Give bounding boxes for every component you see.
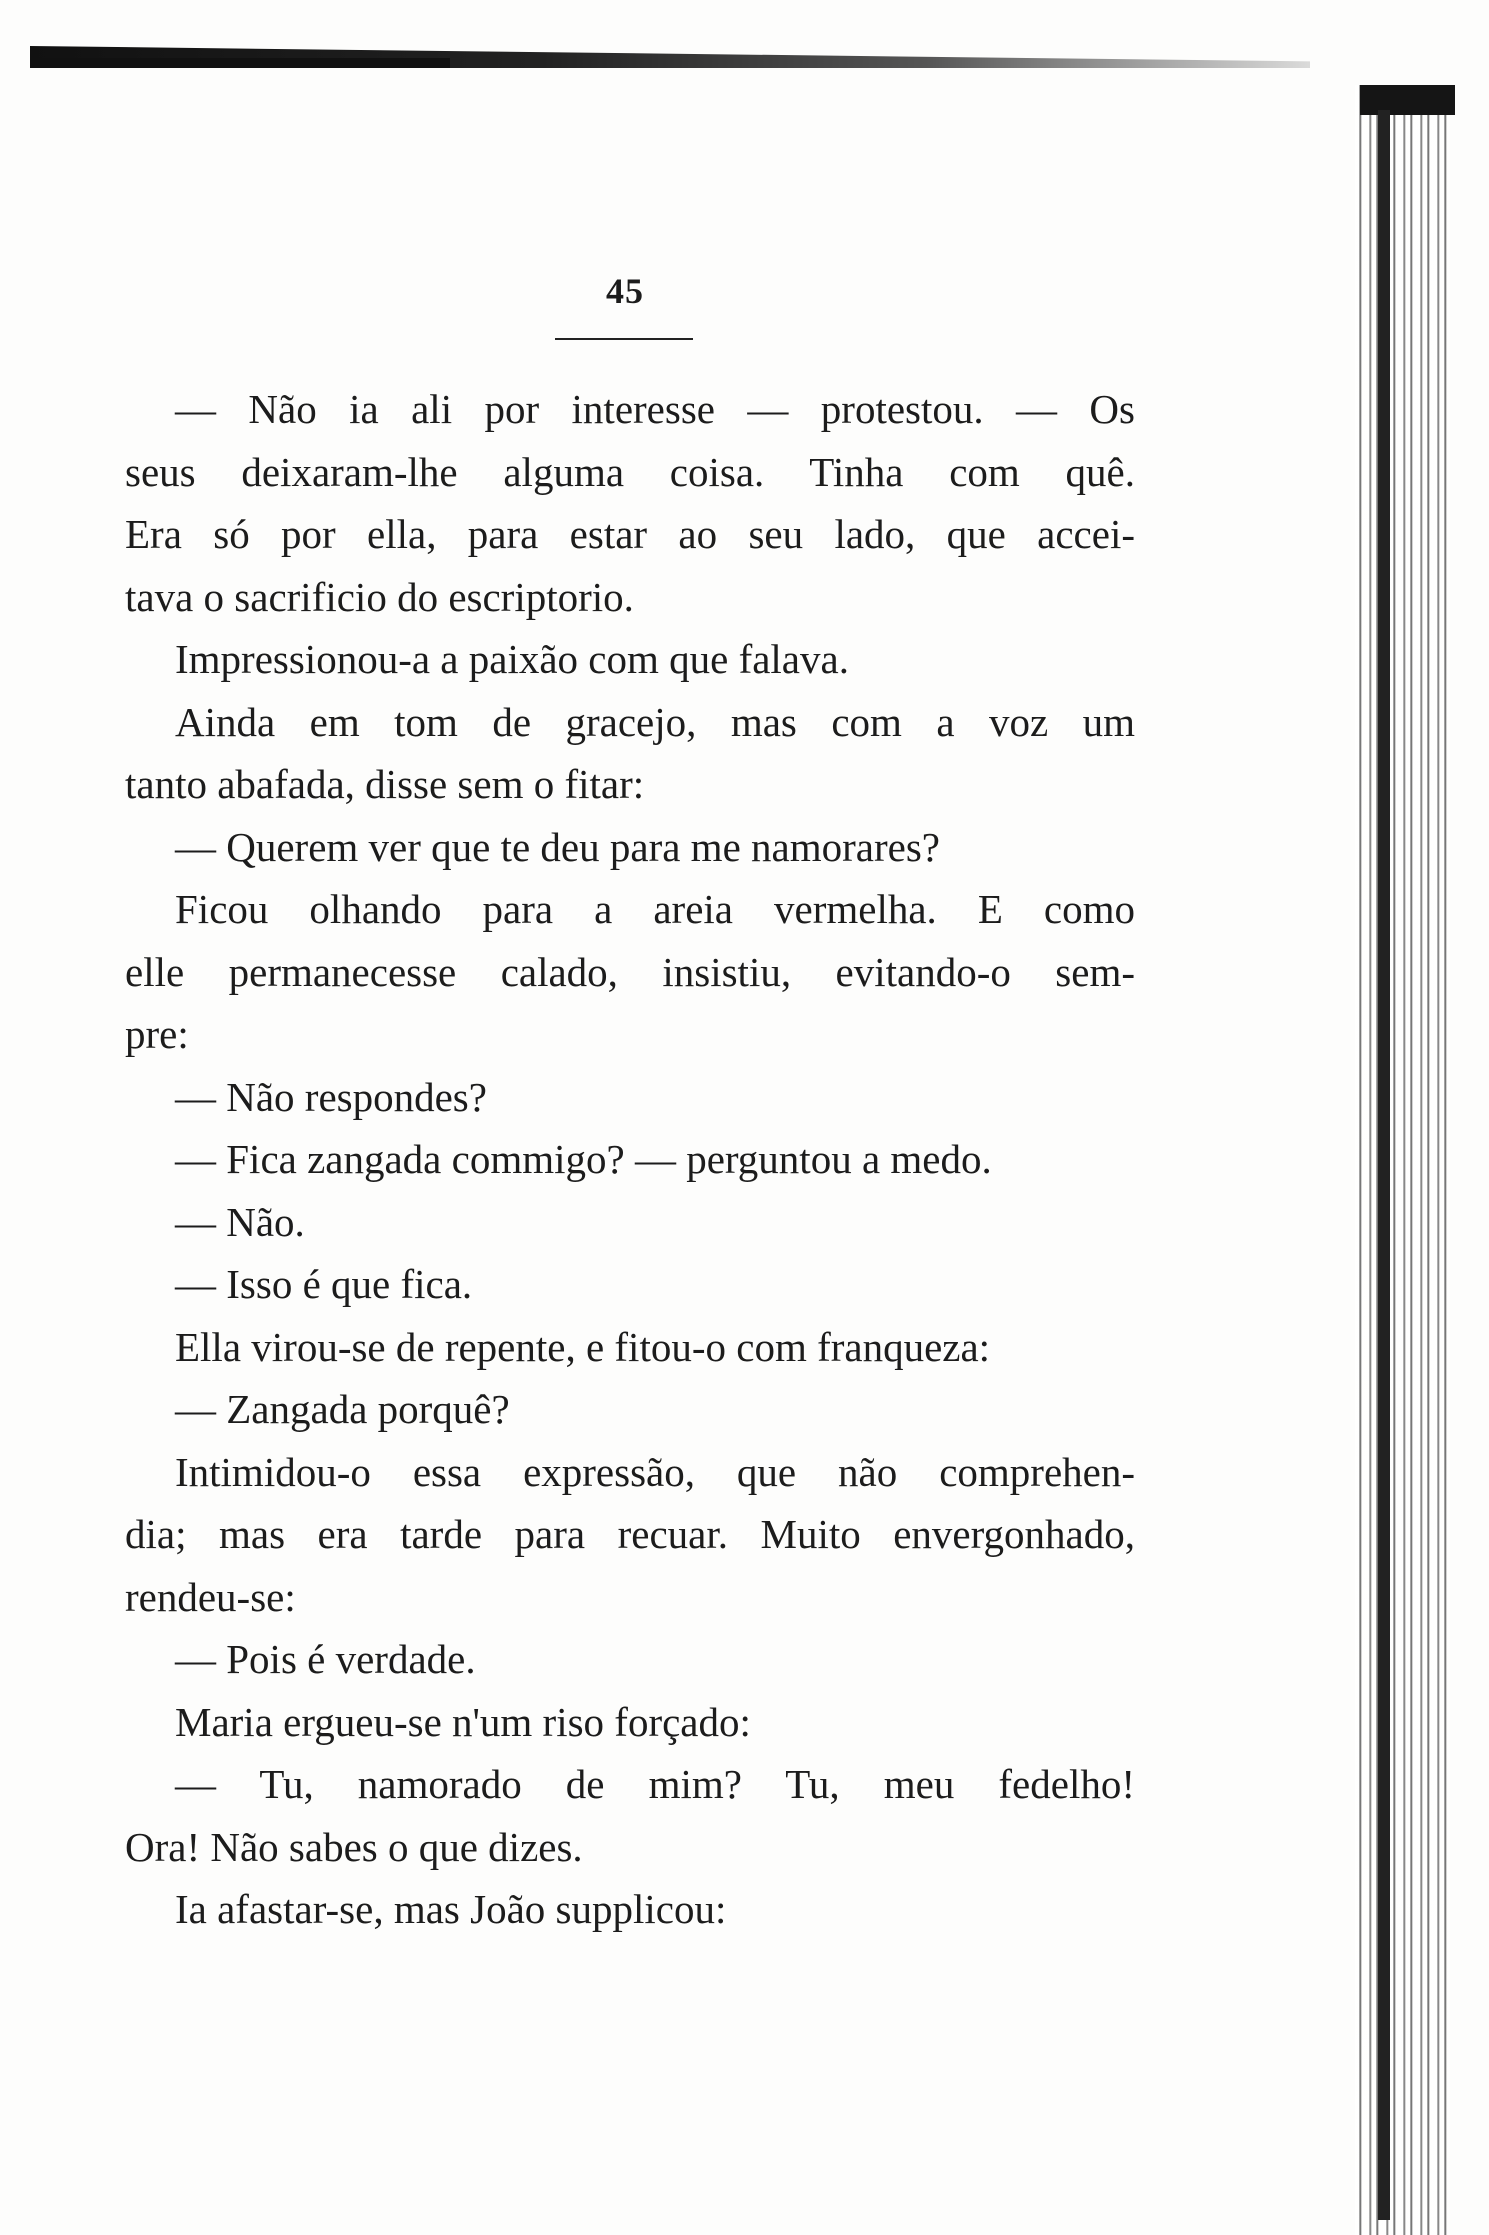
text-line: Ella virou-se de repente, e fitou-o com franqueza: [175,1323,991,1370]
body-text [125,378,1135,1941]
text-line: Impressionou-a a paixão com que falava. [175,636,849,682]
text-line: rendeu-se: [125,1573,296,1620]
text-line: — Não respondes? [175,1073,487,1120]
text-line: Ora! Não sabes o que dizes. [125,1823,583,1870]
text-line: — Não. [175,1198,305,1245]
text-line: — Não ia ali por interesse — protestou. — Os [175,386,1135,432]
book-spine-line [1378,110,1390,2220]
text-line: tava o sacrificio do escriptorio. [125,573,634,620]
text-line: — Fica zangada commigo? — perguntou a medo. [175,1136,992,1182]
text-line: elle permanecesse calado, insistiu, evitando-o sem- [125,948,1135,995]
book-spine-top [1360,85,1455,115]
text-line: Maria ergueu-se n'um riso forçado: [175,1698,751,1745]
text-line: — Zangada porquê? [175,1386,510,1432]
text-line: — Pois é verdade. [175,1636,476,1682]
text-line: tanto abafada, disse sem o fitar: [125,761,645,807]
text-line: Intimidou-o essa expressão, que não comprehen- [175,1448,1135,1495]
text-line: Ia afastar-se, mas João supplicou: [175,1886,727,1932]
text-line: — Querem ver que te deu para me namorares? [175,823,940,870]
text-line: — Isso é que fica. [175,1261,473,1307]
text-line: Era só por ella, para estar ao seu lado, que accei- [125,511,1135,557]
text-line: pre: [125,1011,189,1057]
text-line: dia; mas era tarde para recuar. Muito envergonhado, [125,1511,1135,1557]
text-line: Ainda em tom de gracejo, mas com a voz um [175,698,1135,745]
page-number: 45 [606,271,644,311]
book-spine-edge [1355,85,1450,2235]
text-line: Ficou olhando para a areia vermelha. E como [175,886,1135,932]
header-rule [555,338,693,340]
scan-top-edge-dark [30,58,450,68]
text-line: — Tu, namorado de mim? Tu, meu fedelho! [175,1761,1135,1807]
text-line: seus deixaram-lhe alguma coisa. Tinha com quê. [125,448,1135,495]
